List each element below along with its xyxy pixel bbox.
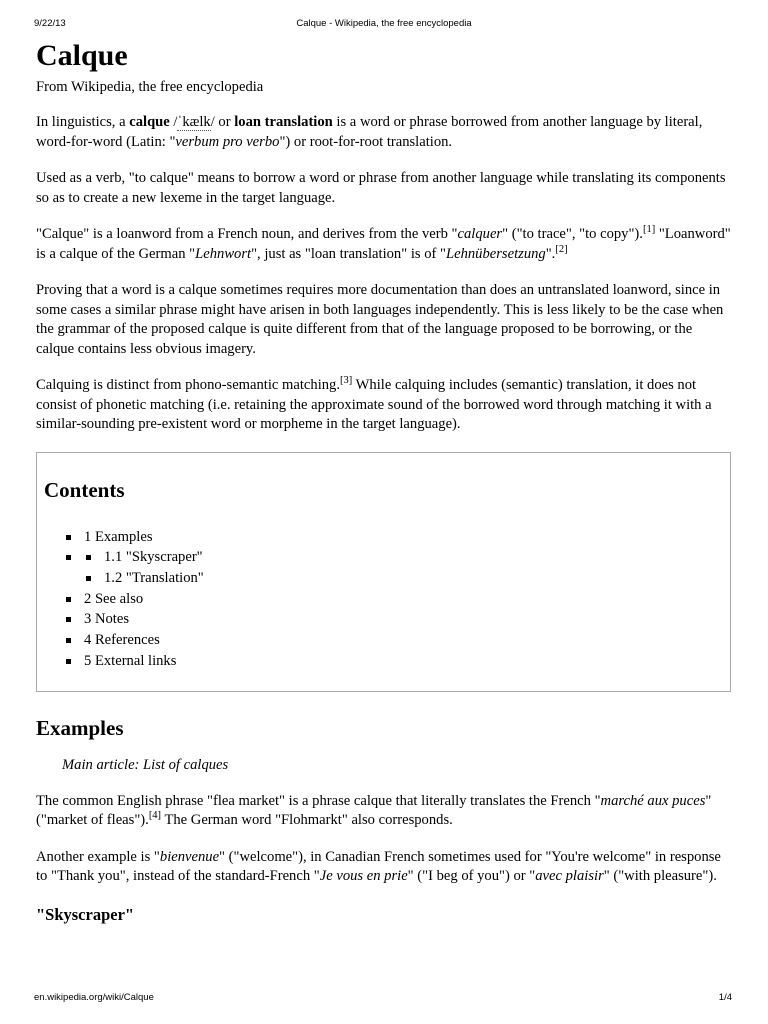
toc-item-external-links[interactable]: 5 External links <box>64 651 204 672</box>
toc-item-translation[interactable]: 1.2 "Translation" <box>84 568 204 589</box>
toc-item-examples[interactable]: 1 Examples <box>64 527 204 548</box>
main-article-hatnote[interactable]: Main article: List of calques <box>62 756 229 773</box>
examples-paragraph-1: The common English phrase "flea market" is a phrase calque that literally translates the French "marché aux puces" ("market of fleas").[4] The German word "Flohmarkt" also corresponds. <box>36 792 712 828</box>
reference-link-2[interactable]: [2] <box>555 243 568 255</box>
intro-paragraph-2: Used as a verb, "to calque" means to borrow a word or phrase from another language while translating its components so as to create a new lexeme in the target language. <box>36 170 726 206</box>
reference-link-4[interactable]: [4] <box>148 810 162 821</box>
toc-item-notes[interactable]: 3 Notes <box>64 609 204 630</box>
page-title: Calque <box>36 39 128 72</box>
print-footer <box>0 992 768 1008</box>
print-page-title: Calque - Wikipedia, the free encyclopedia <box>296 18 472 29</box>
article-content <box>36 38 733 926</box>
reference-link-3[interactable]: [3] <box>340 375 353 386</box>
toc-item-skyscraper[interactable]: 1.1 "Skyscraper" <box>84 547 204 568</box>
table-of-contents <box>36 452 731 692</box>
print-header <box>0 18 768 34</box>
intro-paragraph-5: Calquing is distinct from phono-semantic matching.[3] While calquing includes (semantic) translation, it does not consist of phonetic matching (i.e. retaining the approximate sound of the borrowed word through matching it with a similar-sounding pre-existent word or morpheme in the target language). <box>36 375 712 432</box>
toc-list <box>64 527 204 672</box>
skyscraper-heading: "Skyscraper" <box>36 904 135 924</box>
toc-item-references[interactable]: 4 References <box>64 630 204 651</box>
examples-heading: Examples <box>36 715 124 740</box>
ipa-pronunciation[interactable]: ˈkælk <box>177 114 211 130</box>
examples-paragraph-2: Another example is "bienvenue" ("welcome"), in Canadian French sometimes used for "You're welcome" in response to "Thank you", instead of the standard-French "Je vous en prie" ("I beg of you") or "avec plaisir" ("with pleasure"). <box>36 848 721 884</box>
term-calque: calque <box>129 114 170 130</box>
toc-item-see-also[interactable]: 2 See also <box>64 589 204 610</box>
intro-paragraph-3: "Calque" is a loanword from a French noun, and derives from the verb "calquer" ("to trace", "to copy").[1] "Loanword" is a calque of the German "Lehnwort", just as "loan translation" is of "Lehnübersetzung".[2] <box>36 224 731 262</box>
reference-link-1[interactable]: [1] <box>642 224 656 235</box>
print-url: en.wikipedia.org/wiki/Calque <box>34 992 154 1003</box>
print-page-number: 1/4 <box>718 992 732 1003</box>
toc-title: Contents <box>44 477 125 502</box>
intro-paragraph-4: Proving that a word is a calque sometimes requires more documentation than does an untranslated loanword, since in some cases a similar phrase might have arisen in both languages independently. This is less likely to be the case when the grammar of the proposed calque is quite different from that of the language proposed to be borrowing, or the calque contains less obvious imagery. <box>36 282 724 357</box>
term-loan-translation: loan translation <box>234 114 333 130</box>
intro-paragraph-1: In linguistics, a calque /ˈkælk/ or loan translation is a word or phrase borrowed from another language by literal, word-for-word (Latin: "verbum pro verbo") or root-for-root translation. <box>36 114 703 150</box>
print-date: 9/22/13 <box>34 18 66 29</box>
site-tagline: From Wikipedia, the free encyclopedia <box>36 79 264 95</box>
toc-subgroup <box>64 547 204 588</box>
